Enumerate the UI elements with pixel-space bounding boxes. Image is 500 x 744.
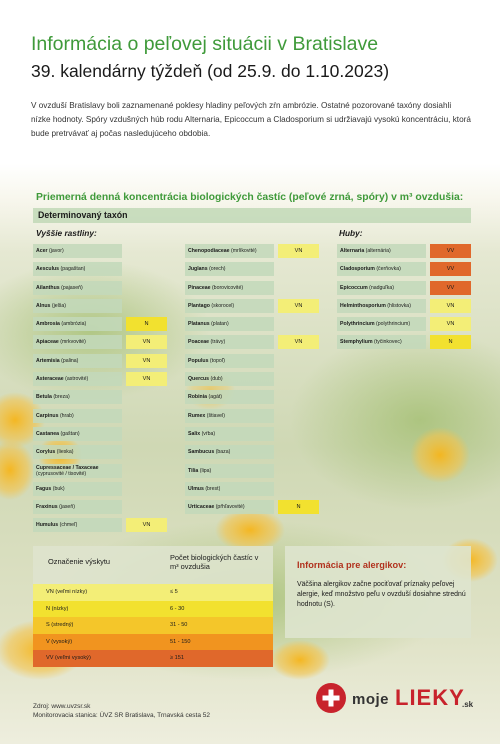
taxon-name: Humulus (chmeľ) — [33, 518, 122, 532]
legend-level-label: VV (veľmi vysoký) — [46, 655, 91, 661]
taxon-name: Castanea (gaštan) — [33, 427, 122, 441]
taxon-row — [33, 482, 168, 496]
taxon-level — [126, 464, 167, 478]
taxon-name: Urticaceae (pŕhľavovité) — [185, 500, 274, 514]
taxon-level — [278, 482, 319, 496]
taxon-row — [33, 445, 168, 459]
taxon-row — [33, 262, 168, 276]
taxon-row — [33, 299, 168, 313]
legend-table — [33, 546, 273, 667]
page-title: Informácia o peľovej situácii v Bratislave — [31, 33, 379, 55]
taxon-name: Cupressaceae / Taxaceae (cyprusovité / tisovité) — [33, 464, 122, 478]
taxon-name: Rumex (štiavel) — [185, 409, 274, 423]
taxon-level — [126, 281, 167, 295]
taxon-row — [33, 244, 168, 258]
taxon-name: Juglans (orech) — [185, 262, 274, 276]
legend-range: ≤ 5 — [170, 589, 178, 595]
taxon-row — [185, 262, 320, 276]
week-subtitle: 39. kalendárny týždeň (od 25.9. do 1.10.2023) — [31, 61, 390, 81]
taxon-row — [33, 354, 168, 368]
taxon-level — [126, 409, 167, 423]
taxon-row — [33, 372, 168, 386]
taxon-row — [185, 335, 320, 349]
source-link[interactable]: Zdroj: www.uvzsr.sk — [33, 703, 91, 710]
taxon-name: Carpinus (hrab) — [33, 409, 122, 423]
taxon-name: Helminthosporium (hlistovka) — [337, 299, 426, 313]
taxon-row — [185, 445, 320, 459]
plants-heading: Vyššie rastliny: — [36, 228, 97, 238]
taxon-name: Fraxinus (jaseň) — [33, 500, 122, 514]
legend-row — [33, 617, 273, 634]
taxon-name: Ambrosia (ambrózia) — [33, 317, 122, 331]
taxon-level — [126, 482, 167, 496]
taxon-name: Pinaceae (borovicovité) — [185, 281, 274, 295]
taxon-level — [278, 317, 319, 331]
taxon-level: VN — [278, 299, 319, 313]
plants-column-1 — [33, 244, 168, 537]
legend-row — [33, 650, 273, 667]
section-title: Priemerná denná koncentrácia biologických častíc (peľové zrná, spóry) v m³ ovzdušia: — [36, 192, 464, 203]
taxon-level: VN — [430, 299, 471, 313]
legend-row — [33, 584, 273, 601]
taxon-row — [185, 500, 320, 514]
legend-range: ≥ 151 — [170, 655, 184, 661]
taxon-name: Chenopodiaceae (mrlíkovité) — [185, 244, 274, 258]
taxon-level: VN — [126, 372, 167, 386]
allergy-info-box — [285, 546, 471, 638]
fungi-heading: Huby: — [339, 228, 363, 238]
legend-level-label: N (nízky) — [46, 605, 69, 612]
legend-rows — [33, 584, 273, 667]
taxon-level: VV — [430, 262, 471, 276]
taxon-level: VV — [430, 244, 471, 258]
taxon-level — [126, 244, 167, 258]
taxon-level — [278, 372, 319, 386]
taxon-name: Fagus (buk) — [33, 482, 122, 496]
taxon-name: Populus (topoľ) — [185, 354, 274, 368]
taxon-level — [126, 262, 167, 276]
taxon-name: Asteraceae (astrovité) — [33, 372, 122, 386]
taxon-row — [185, 372, 320, 386]
taxon-name: Poaceae (trávy) — [185, 335, 274, 349]
logo-text-moje: moje — [352, 691, 390, 708]
taxon-level — [278, 445, 319, 459]
taxon-level — [126, 299, 167, 313]
mojelieky-logo[interactable] — [316, 682, 476, 718]
taxon-name: Apiaceae (mrkvovité) — [33, 335, 122, 349]
legend-level-label: VN (veľmi nízky) — [46, 589, 88, 595]
legend-range: 51 - 150 — [170, 638, 191, 645]
taxon-row — [185, 409, 320, 423]
taxon-level — [126, 445, 167, 459]
taxon-name: Artemisia (palina) — [33, 354, 122, 368]
station-note: Monitorovacia stanica: ÚVZ SR Bratislava, Trnavská cesta 52 — [33, 712, 211, 719]
taxon-level: VN — [126, 518, 167, 532]
taxon-row — [33, 464, 168, 478]
taxon-name: Platanus (platan) — [185, 317, 274, 331]
taxon-level: VN — [430, 317, 471, 331]
taxon-name: Stemphylium (tyčinkovec) — [337, 335, 426, 349]
taxon-row — [337, 244, 472, 258]
source-note — [33, 702, 210, 720]
taxon-level — [278, 262, 319, 276]
taxon-row — [33, 390, 168, 404]
legend-col2-header: Počet biologických častíc v m³ ovzdušia — [170, 553, 259, 571]
taxon-level: VN — [278, 335, 319, 349]
fungi-column — [337, 244, 472, 354]
taxon-name: Tilia (lipa) — [185, 464, 274, 478]
taxon-row — [337, 335, 472, 349]
taxon-row — [185, 464, 320, 478]
taxon-row — [33, 335, 168, 349]
taxon-row — [337, 262, 472, 276]
legend-level-label: V (vysoký) — [46, 638, 73, 645]
taxon-level — [126, 500, 167, 514]
legend-col1-header: Označenie výskytu — [48, 557, 111, 566]
logo-text-sk: .sk — [462, 700, 474, 709]
taxon-level: VN — [126, 335, 167, 349]
taxon-row — [33, 500, 168, 514]
legend-level-label: S (stredný) — [46, 622, 74, 628]
taxon-level: N — [278, 500, 319, 514]
taxon-name: Aesculus (pagaštan) — [33, 262, 122, 276]
determined-taxon-bar: Determinovaný taxón — [33, 208, 471, 223]
plants-column-2 — [185, 244, 320, 518]
taxon-row — [33, 518, 168, 532]
taxon-level — [278, 464, 319, 478]
taxon-name: Ulmus (brest) — [185, 482, 274, 496]
taxon-name: Robinia (agát) — [185, 390, 274, 404]
taxon-level — [278, 409, 319, 423]
taxon-name: Corylus (lieska) — [33, 445, 122, 459]
taxon-name: Plantago (skorocel) — [185, 299, 274, 313]
taxon-level — [278, 281, 319, 295]
taxon-row — [185, 427, 320, 441]
cross-logo-icon — [316, 683, 346, 713]
taxon-row — [33, 409, 168, 423]
taxon-name: Sambucus (baza) — [185, 445, 274, 459]
taxon-name: Ailanthus (pajaseň) — [33, 281, 122, 295]
taxon-row — [185, 390, 320, 404]
taxon-level — [126, 390, 167, 404]
taxon-name: Polythrincium (polythrincium) — [337, 317, 426, 331]
taxon-name: Acer (javor) — [33, 244, 122, 258]
allergy-info-title: Informácia pre alergikov: — [297, 560, 407, 570]
taxon-level — [278, 354, 319, 368]
taxon-level: VV — [430, 281, 471, 295]
taxon-row — [185, 281, 320, 295]
taxon-row — [337, 299, 472, 313]
taxon-level — [278, 427, 319, 441]
legend-row — [33, 601, 273, 618]
taxon-row — [185, 354, 320, 368]
taxon-name: Salix (vŕba) — [185, 427, 274, 441]
taxon-name: Alnus (jelša) — [33, 299, 122, 313]
taxon-row — [185, 299, 320, 313]
taxon-name: Epicoccum (nadguľka) — [337, 281, 426, 295]
legend-range: 31 - 50 — [170, 622, 188, 628]
legend-row — [33, 634, 273, 651]
taxon-level: N — [430, 335, 471, 349]
taxon-name: Cladosporium (čerňovka) — [337, 262, 426, 276]
taxon-row — [185, 482, 320, 496]
taxon-row — [337, 281, 472, 295]
legend-header — [33, 546, 273, 584]
taxon-level: N — [126, 317, 167, 331]
legend-range: 6 - 30 — [170, 605, 185, 612]
taxon-row — [337, 317, 472, 331]
taxon-row — [33, 427, 168, 441]
taxon-row — [185, 317, 320, 331]
taxon-level — [278, 390, 319, 404]
allergy-info-text: Väčšina alergikov začne pociťovať príznaky peľovej alergie, keď množstvo peľu v ovzduší dosiahne strednú hodnotu (S). — [297, 581, 466, 609]
taxon-name: Alternaria (alternária) — [337, 244, 426, 258]
taxon-level: VN — [278, 244, 319, 258]
taxon-name: Betula (breza) — [33, 390, 122, 404]
taxon-level — [126, 427, 167, 441]
taxon-row — [33, 281, 168, 295]
taxon-row — [185, 244, 320, 258]
taxon-name: Quercus (dub) — [185, 372, 274, 386]
taxon-row — [33, 317, 168, 331]
taxon-level: VN — [126, 354, 167, 368]
intro-paragraph: V ovzduší Bratislavy boli zaznamenané poklesy hladiny peľových zŕn ambrózie. Ostatné pozorované taxóny dosiahli nízke hodnoty. Spóry vzdušných húb rodu Alternaria, Epicoccum a Cladosporium si udržiavajú vysokú koncentráciu, ktorá bude pretrvávať aj počas nasledujúceho obdobia. — [31, 101, 471, 138]
logo-text-lieky: LIEKY — [395, 685, 465, 710]
